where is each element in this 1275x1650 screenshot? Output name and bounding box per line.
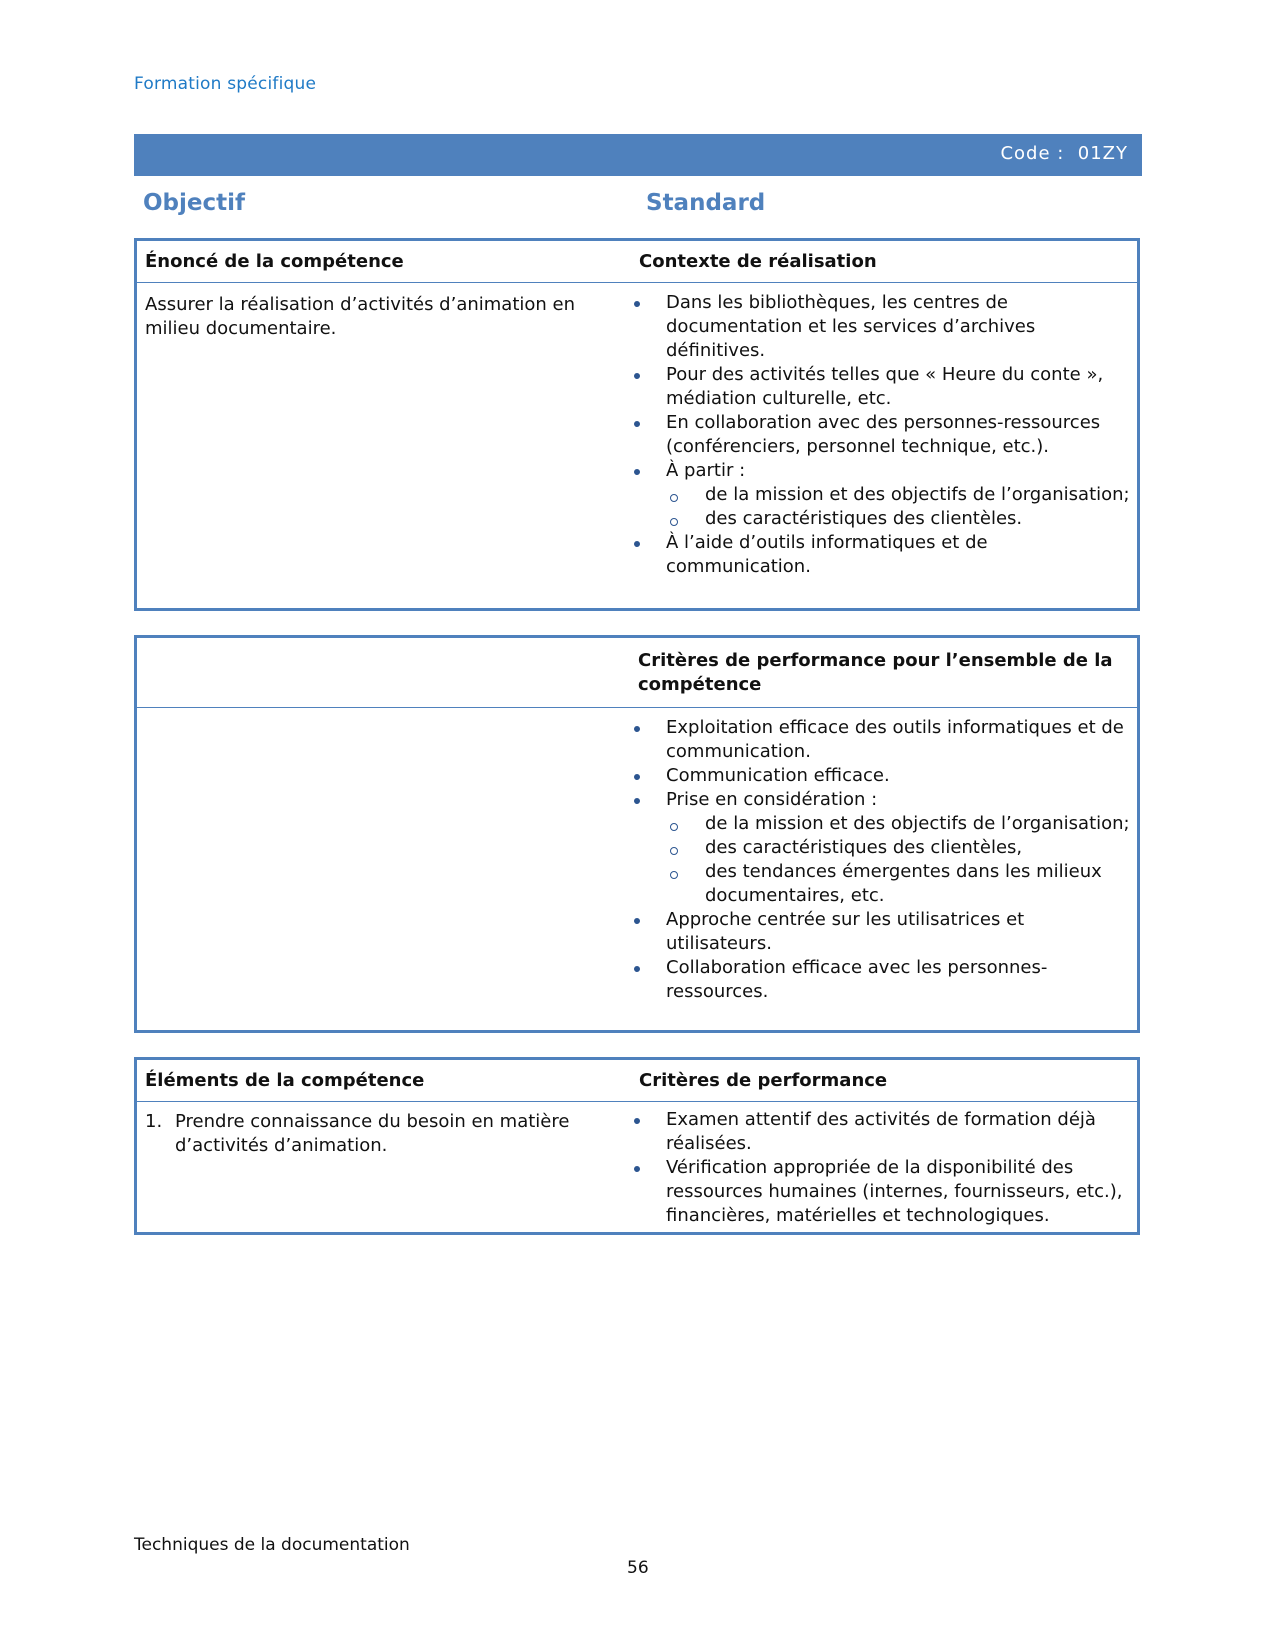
- context-list: [630, 291, 1131, 579]
- criteria-cell: [630, 1108, 1137, 1228]
- list-item-text: Prise en considération :: [666, 789, 878, 810]
- header-enonce: Énoncé de la compétence: [145, 251, 404, 272]
- sub-list: [666, 483, 1131, 531]
- element-item: [145, 1110, 630, 1158]
- list-item-text: Vérification appropriée de la disponibilité des ressources humaines (internes, fournisseurs, etc.), financières, matérielles et technologiques.: [666, 1157, 1123, 1226]
- sub-list-item: des caractéristiques des clientèles.: [666, 507, 1131, 531]
- list-item: [630, 788, 1131, 908]
- competence-statement: Assurer la réalisation d’activités d’animation en milieu documentaire.: [145, 294, 576, 339]
- code-banner: [134, 134, 1142, 176]
- sub-list-item: de la mission et des objectifs de l’organisation;: [666, 483, 1131, 507]
- list-item-text: Approche centrée sur les utilisatrices et utilisateurs.: [666, 909, 1025, 954]
- competence-statement-table: [134, 238, 1140, 611]
- overall-criteria-cell: [630, 716, 1137, 1004]
- context-cell: [630, 291, 1137, 579]
- page-number: 56: [627, 1558, 649, 1578]
- elements-table: [134, 1057, 1140, 1235]
- overall-criteria-list: [630, 716, 1131, 1004]
- header-empty: [137, 638, 630, 707]
- criteria-list: [630, 1108, 1131, 1228]
- list-item: [630, 1108, 1131, 1156]
- element-number: 1.: [145, 1111, 163, 1132]
- table-row: [137, 283, 1137, 579]
- code-label: Code :: [1000, 143, 1065, 164]
- list-item: [630, 363, 1131, 411]
- running-head: Formation spécifique: [134, 74, 317, 94]
- header-criteria: Critères de performance: [639, 1070, 888, 1091]
- section-title-standard: Standard: [646, 190, 766, 216]
- course-code: [1000, 143, 1128, 164]
- list-item-text: À l’aide d’outils informatiques et de communication.: [666, 532, 988, 577]
- list-item: [630, 459, 1131, 531]
- elements-list: [145, 1110, 630, 1158]
- list-item: [630, 531, 1131, 579]
- list-item: [630, 411, 1131, 459]
- sub-list-item: des tendances émergentes dans les milieux documentaires, etc.: [666, 860, 1131, 908]
- table-row: [137, 1102, 1137, 1228]
- list-item-text: Pour des activités telles que « Heure du conte », médiation culturelle, etc.: [666, 364, 1104, 409]
- section-title-objectif: Objectif: [143, 190, 246, 216]
- elements-cell: [137, 1108, 630, 1228]
- list-item-text: Collaboration efficace avec les personnes-ressources.: [666, 957, 1048, 1002]
- header-contexte: Contexte de réalisation: [639, 251, 877, 272]
- table-header: [137, 241, 1137, 283]
- table-header: [137, 1060, 1137, 1102]
- list-item-text: En collaboration avec des personnes-ressources (conférenciers, personnel technique, etc.).: [666, 412, 1101, 457]
- list-item-text: Dans les bibliothèques, les centres de documentation et les services d’archives définitives.: [666, 292, 1036, 361]
- header-overall-criteria: Critères de performance pour l’ensemble de la compétence: [638, 650, 1113, 695]
- list-item: [630, 291, 1131, 363]
- empty-cell: [137, 716, 630, 1004]
- list-item: [630, 764, 1131, 788]
- list-item-text: Communication efficace.: [666, 765, 890, 786]
- list-item-text: Examen attentif des activités de formation déjà réalisées.: [666, 1109, 1096, 1154]
- sub-list-item: des caractéristiques des clientèles,: [666, 836, 1131, 860]
- sub-list: [666, 812, 1131, 908]
- footer-title: Techniques de la documentation: [134, 1535, 410, 1555]
- list-item: [630, 908, 1131, 956]
- list-item: [630, 1156, 1131, 1228]
- list-item-text: À partir :: [666, 460, 746, 481]
- table-header: [137, 638, 1137, 708]
- list-item: [630, 716, 1131, 764]
- sub-list-item: de la mission et des objectifs de l’organisation;: [666, 812, 1131, 836]
- overall-criteria-table: [134, 635, 1140, 1033]
- element-text: Prendre connaissance du besoin en matière d’activités d’animation.: [175, 1111, 570, 1156]
- header-elements: Éléments de la compétence: [145, 1070, 425, 1091]
- table-row: [137, 708, 1137, 1004]
- list-item: [630, 956, 1131, 1004]
- list-item-text: Exploitation efficace des outils informatiques et de communication.: [666, 717, 1124, 762]
- code-value: 01ZY: [1077, 143, 1128, 164]
